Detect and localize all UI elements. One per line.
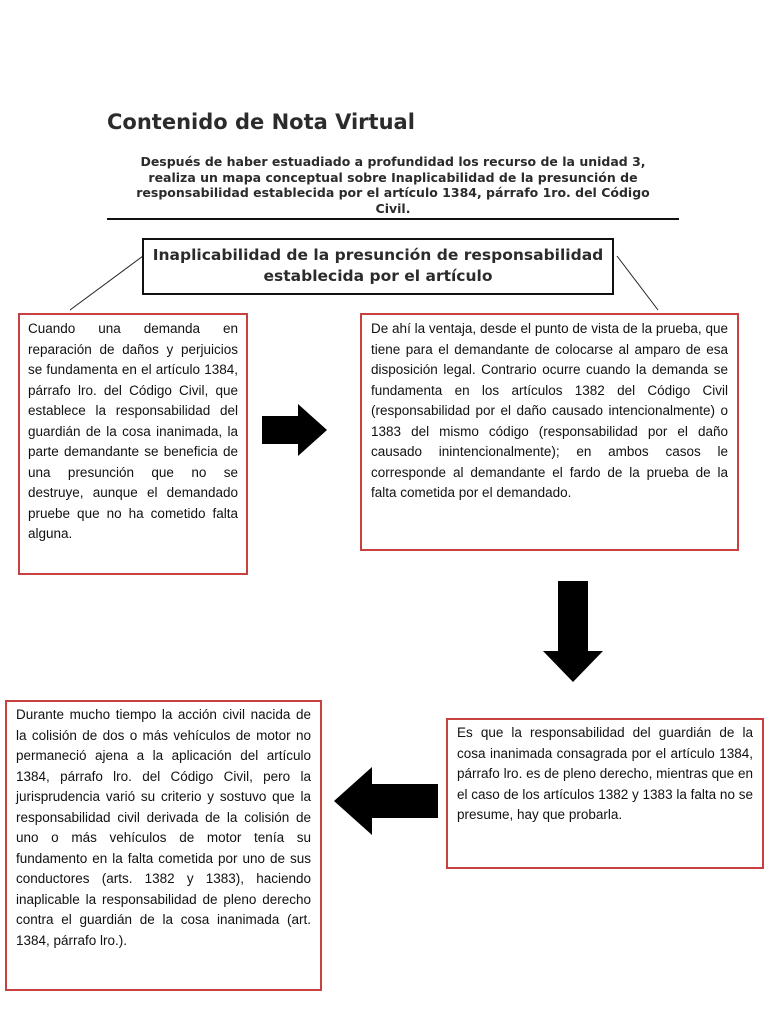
arrow-down-icon: [543, 581, 603, 682]
concept-box-ventaja: De ahí la ventaja, desde el punto de vista de la prueba, que tiene para el demandante de colocarse al amparo de esa disposición legal. Contrario ocurre cuando la demanda se fundamenta en los artículos 1382 del Código Civil (responsabilidad por el daño causado intencionalmente) o 1383 del mismo código (responsabilidad por el daño causado inintencionalmente); en ambos casos le corresponde al demandante el fardo de la prueba de la falta cometida por el demandado.: [360, 313, 739, 551]
main-concept-box: Inaplicabilidad de la presunción de responsabilidad establecida por el artículo: [142, 238, 614, 295]
concept-box-pleno-derecho: Es que la responsabilidad del guardián de la cosa inanimada consagrada por el artículo 1384, párrafo lro. es de pleno derecho, mientras que en el caso de los artículos 1382 y 1383 la falta no se presume, hay que probarla.: [446, 718, 764, 869]
page-title: Contenido de Nota Virtual: [107, 110, 415, 134]
instructions-text: Después de haber estuadiado a profundidad los recurso de la unidad 3, realiza un mapa conceptual sobre Inaplicabilidad de la presunción de responsabilidad establecida por el artículo 1384, párrafo 1ro. del Código Civil.: [136, 154, 650, 216]
arrow-left-icon: [334, 767, 438, 835]
arrow-right-icon: [262, 404, 327, 456]
concept-box-presuncion: Cuando una demanda en reparación de daños y perjuicios se fundamenta en el artículo 1384, párrafo lro. del Código Civil, que establece la responsabilidad del guardián de la cosa inanimada, la parte demandante se beneficia de una presunción que no se destruye, aunque el demandado pruebe que no ha cometido falta alguna.: [18, 313, 248, 575]
connector-line-right: [617, 256, 658, 310]
concept-box-colision-vehiculos: Durante mucho tiempo la acción civil nacida de la colisión de dos o más vehículos de motor no permaneció ajena a la aplicación del artículo 1384, párrafo lro. del Código Civil, pero la jurisprudencia varió su criterio y sostuvo que la responsabilidad civil derivada de la colisión de uno o más vehículos de motor tenía su fundamento en la falta cometida por uno de sus conductores (arts. 1382 y 1383), haciendo inaplicable la responsabilidad de pleno derecho contra el guardián de la cosa inanimada (art. 1384, párrafo lro.).: [5, 700, 322, 991]
connector-line-left: [70, 256, 143, 310]
